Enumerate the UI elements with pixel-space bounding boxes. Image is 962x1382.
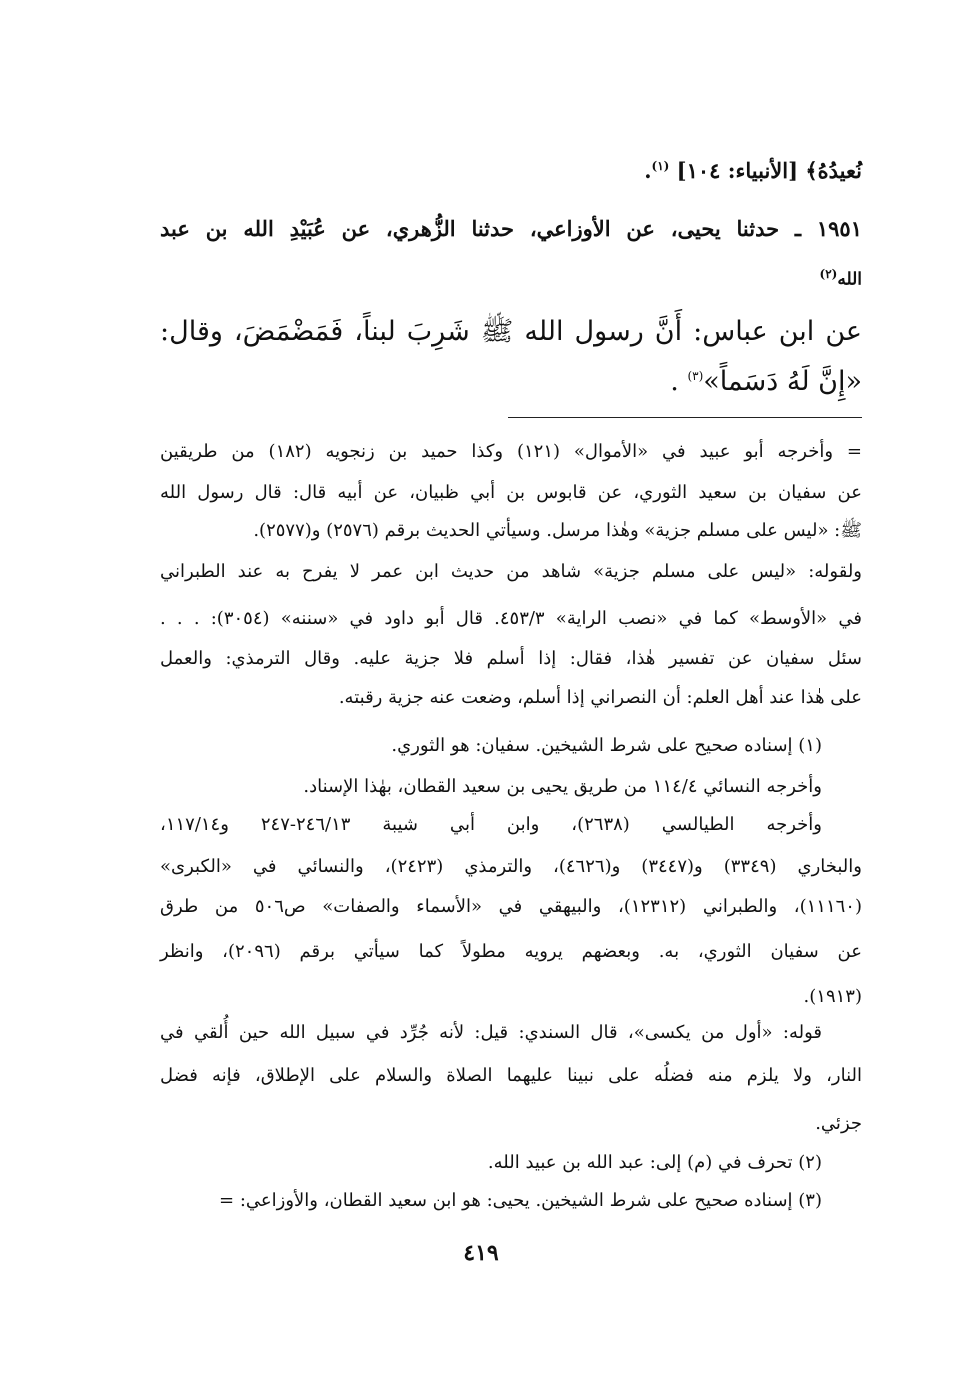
footnote-line: والبخاري (٣٣٤٩) و(٣٤٤٧) و(٤٦٢٦)، والترمذي (٢٤٢٣)، والنسائي في «الكبرى» — [160, 856, 862, 877]
footnote-line: وأخرجه الطيالسي (٢٦٣٨)، وابن أبي شيبة ٢٤٦/١٣-٢٤٧ و١١٧/١٤، — [160, 814, 822, 835]
hadith-chain-line: ١٩٥١ ـ حدثنا يحيى، عن الأوزاعي، حدثنا الزُّهري، عن عُبَيْدِ الله بن عبد — [160, 216, 862, 241]
footnote-line: وأخرجه النسائي ١١٤/٤ من طريق يحيى بن سعيد القطان، بهٰذا الإسناد. — [303, 776, 822, 797]
footnote-line: ﷺ: «ليس على مسلم جزية» وهٰذا مرسل. وسيأتي الحديث برقم (٢٥٧٦) و(٢٥٧٧). — [253, 520, 862, 541]
main-text-line-3: الله$^{(٢)}$ — [819, 267, 862, 290]
footnote-line: ولقوله: «ليس على مسلم جزية» شاهد من حديث ابن عمر لا يفرح به عند الطبراني — [160, 561, 862, 582]
footnote-ref-1: (١) — [651, 159, 670, 173]
footnote-3: (٣) إسناده صحيح على شرط الشيخين. يحيى: هو ابن سعيد القطان، والأوزاعي: = — [219, 1190, 822, 1211]
footnote-2: (٢) تحرف في (م) إلى: عبد الله بن عبيد الله. — [487, 1152, 822, 1173]
footnote-line: في «الأوسط» كما في «نصب الراية» ٤٥٣/٣. قال أبو داود في «سننه» (٣٠٥٤): . . . — [160, 608, 862, 629]
footnote-line: (١٩١٣). — [803, 986, 862, 1007]
footnote-ref-3: (٣) — [687, 369, 704, 383]
footnote-line: قوله: «أول من يكسى»، قال السندي: قيل: لأنه جُرِّد في سبيل الله حين أُلقي في — [160, 1022, 822, 1043]
footnote-line: جزئي. — [815, 1113, 862, 1134]
footnote-separator — [508, 417, 862, 418]
footnote-ref-2: (٢) — [819, 267, 838, 281]
hadith-text-line-2: «إِنَّ لَهُ دَسَماً»$^{(٣)}$ . — [670, 366, 862, 397]
hadith-text-line-1: عن ابن عباس: أَنَّ رسول الله ﷺ شَرِبَ لبناً، فَمَضْمَضَ، وقال: — [160, 316, 862, 347]
footnote-line: = وأخرجه أبو عبيد في «الأموال» (١٢١) وكذا حميد بن زنجويه (١٨٢) من طريقين — [160, 441, 862, 462]
footnote-line: النار، ولا يلزم منه فضلُه على نبينا عليهما الصلاة والسلام على الإطلاق، فإنه فضل — [160, 1065, 862, 1086]
footnote-line: عن سفيان الثوري، به. وبعضهم يرويه مطولاً كما سيأتي برقم (٢٠٩٦)، وانظر — [160, 941, 862, 962]
page-number: ٤١٩ — [463, 1240, 499, 1266]
footnote-1: (١) إسناده صحيح على شرط الشيخين. سفيان: هو الثوري. — [391, 735, 822, 756]
footnote-line: عن سفيان بن سعيد الثوري، عن قابوس بن أبي ظبيان، عن أبيه قال: قال رسول الله — [160, 482, 862, 503]
main-text-line-1: نُعيدُهُ﴾ [الأنبياء: ١٠٤] $^{(١)}$. — [644, 158, 862, 183]
footnote-line: (١١١٦٠)، والطبراني (١٢٣١٢)، والبيهقي في «الأسماء والصفات» ص٥٠٦ من طرق — [160, 896, 862, 917]
footnote-line: على هٰذا عند أهل العلم: أن النصراني إذا أسلم، وضعت عنه جزية رقبته. — [338, 687, 862, 708]
footnote-line: سئل سفيان عن تفسير هٰذا، فقال: إذا أسلم فلا جزية عليه. وقال الترمذي: والعمل — [160, 648, 862, 669]
